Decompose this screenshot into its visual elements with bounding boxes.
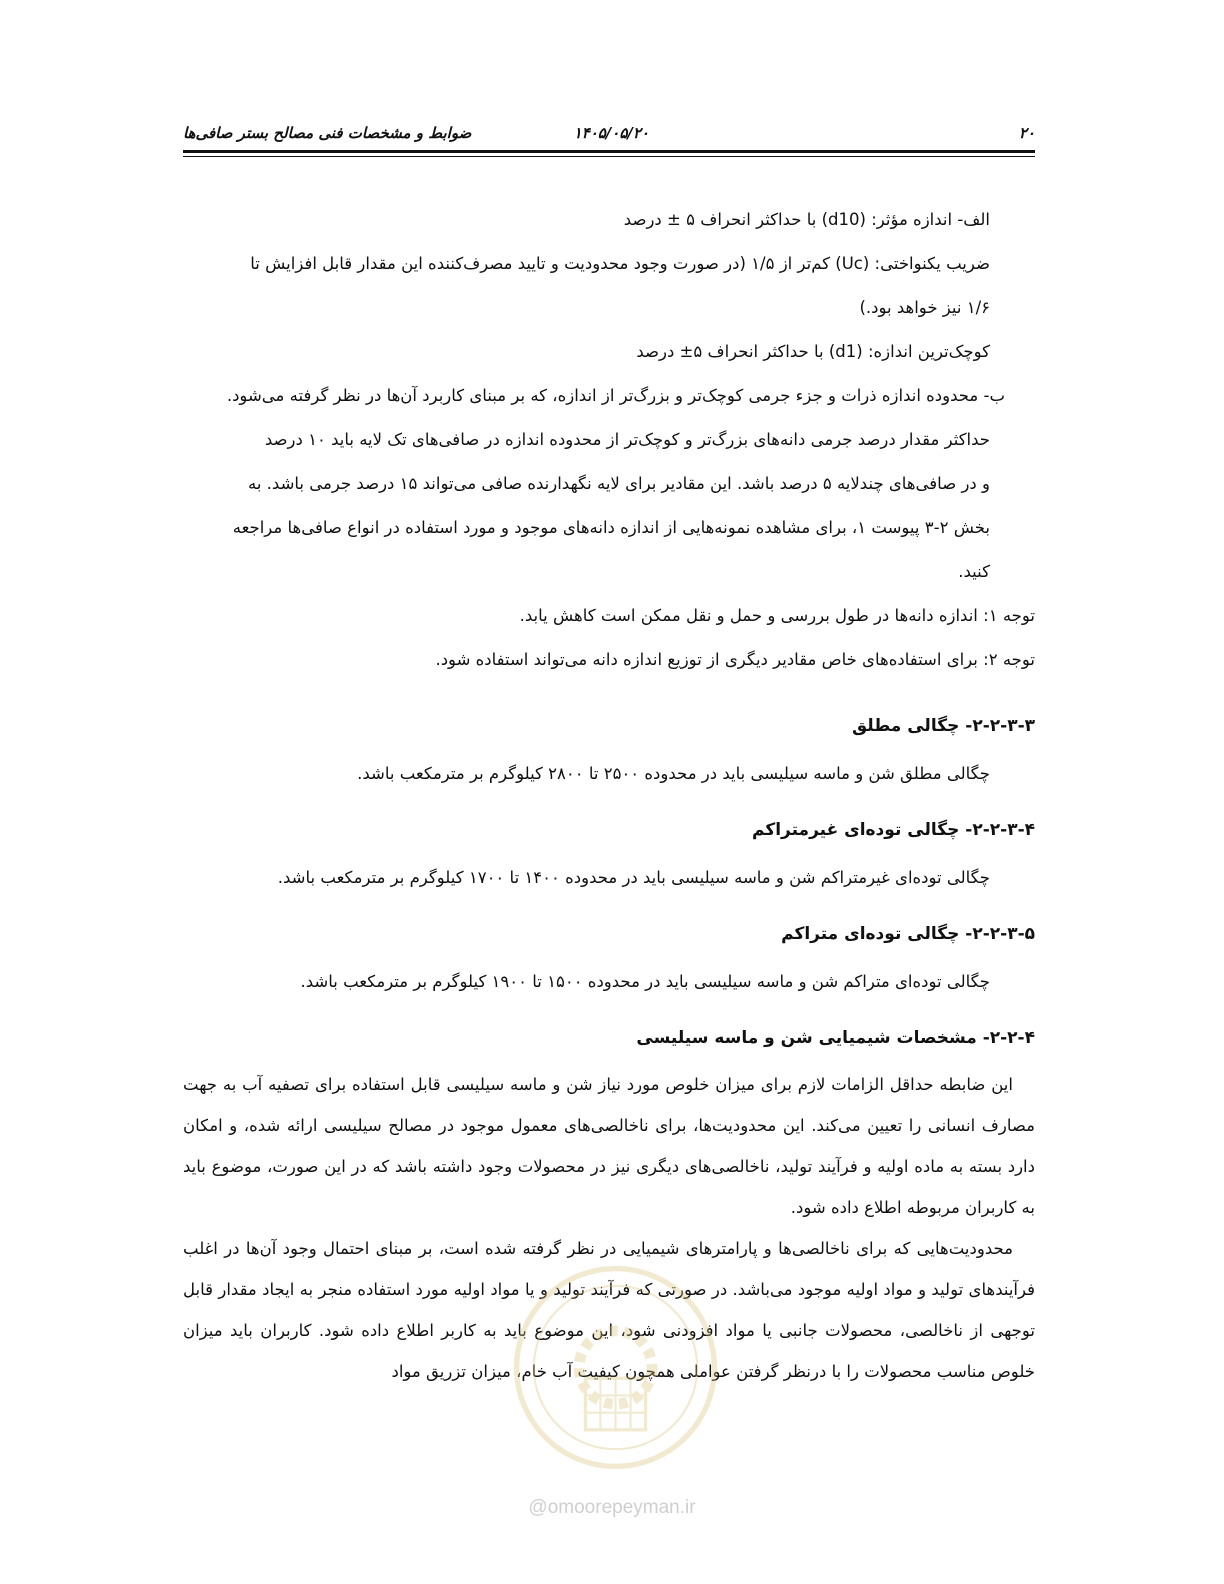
watermark-url: @omoorepeyman.ir [528,1497,696,1518]
section-heading-chemical-specs: ۲-۲-۴- مشخصات شیمیایی شن و ماسه سیلیسی [636,1028,1035,1048]
section-text-absolute-density: چگالی مطلق شن و ماسه سیلیسی باید در محدوده ۲۵۰۰ تا ۲۸۰۰ کیلوگرم بر مترمکعب باشد. [357,764,990,783]
header-title: ضوابط و مشخصات فنی مصالح بستر صافی‌ها [183,124,472,142]
header-rule-thick [183,150,1035,153]
item-be: ب- محدوده اندازه ذرات و جزء جرمی کوچک‌تر و بزرگ‌تر از اندازه، که بر مبنای کاربرد آن‌ها در نظر گرفته می‌شود. [226,386,1005,405]
spacer [183,682,1035,692]
item-uc-line1: ضریب یکنواختی: (Uc) کم‌تر از ۱/۵ (در صورت وجود محدودیت و تایید مصرف‌کننده این مقدار قابل افزایش تا [250,254,990,273]
item-max-line4: کنید. [958,562,990,581]
item-max-line3: بخش ۲-۳ پیوست ۱، برای مشاهده نمونه‌هایی از اندازه دانه‌های موجود و مورد استفاده در انواع صافی‌ها مراجعه [232,518,990,537]
item-d1: کوچک‌ترین اندازه: (d1) با حداکثر انحراف ۵± درصد [636,342,990,361]
paragraph-chemical-2: محدودیت‌هایی که برای ناخالصی‌ها و پارامترهای شیمیایی در نظر گرفته شده است، بر مبنای احتمال وجود آن‌ها در اغلب فرآیندهای تولید و مواد اولیه موجود می‌باشد. در صورتی که فرآیند تولید و یا مواد اولیه مورد استفاده منجر به ایجاد مقدار قابل توجهی از ناخالصی، محصولات جانبی یا مواد افزودنی شود، این موضوع باید به کاربر اطلاع داده شود. کاربران باید میزان خلوص مناسب محصولات را با درنظر گرفتن عواملی همچون کیفیت آب خام، میزان تزریق مواد [183,1239,1035,1381]
section-text-compact-bulk-density: چگالی توده‌ای متراکم شن و ماسه سیلیسی باید در محدوده ۱۵۰۰ تا ۱۹۰۰ کیلوگرم بر مترمکعب باشد. [300,972,990,991]
item-max-line2: و در صافی‌های چندلایه ۵ درصد باشد. این مقادیر برای لایه نگهدارنده صافی می‌تواند ۱۵ درصد جرمی باشد. به [247,474,990,493]
header-rule-thin [183,156,1035,157]
paragraph-chemical-1: این ضابطه حداقل الزامات لازم برای میزان خلوص مورد نیاز شن و ماسه سیلیسی قابل استفاده برای تصفیه آب به جهت مصارف انسانی را تعیین می‌کند. این محدودیت‌ها، برای ناخالصی‌های معمول موجود در مصالح سیلیسی ارائه شده، و امکان دارد بسته به ماده اولیه و فرآیند تولید، ناخالصی‌های دیگری نیز در محصولات وجود داشته باشد که در این صورت، موضوع باید به کاربران مربوطه اطلاع داده شود. [183,1075,1035,1217]
watermark-seal-icon [508,1260,723,1475]
header-date: ۱۴۰۵/۰۵/۲۰ [573,124,649,142]
section-heading-compact-bulk-density: ۲-۲-۳-۵- چگالی توده‌ای متراکم [781,924,1035,944]
item-uc-line2: ۱/۶ نیز خواهد بود.) [859,298,990,317]
section-heading-loose-bulk-density: ۲-۲-۳-۴- چگالی توده‌ای غیرمتراکم [751,820,1035,840]
running-header [183,116,1035,150]
page-number: ۲۰ [1018,124,1035,142]
item-alef: الف- اندازه مؤثر: (d10) با حداکثر انحراف ۵ ± درصد [623,210,990,229]
section-heading-absolute-density: ۲-۲-۳-۳- چگالی مطلق [851,716,1035,736]
note-2: توجه ۲: برای استفاده‌های خاص مقادیر دیگری از توزیع اندازه دانه می‌تواند استفاده شود. [435,650,1035,669]
item-max-line1: حداکثر مقدار درصد جرمی دانه‌های بزرگ‌تر و کوچک‌تر از محدوده اندازه در صافی‌های تک لایه باید ۱۰ درصد [264,430,990,449]
body-content [183,198,1035,1392]
note-1: توجه ۱: اندازه دانه‌ها در طول بررسی و حمل و نقل ممکن است کاهش یابد. [519,606,1035,625]
section-text-loose-bulk-density: چگالی توده‌ای غیرمتراکم شن و ماسه سیلیسی باید در محدوده ۱۴۰۰ تا ۱۷۰۰ کیلوگرم بر مترمکعب باشد. [277,868,990,887]
